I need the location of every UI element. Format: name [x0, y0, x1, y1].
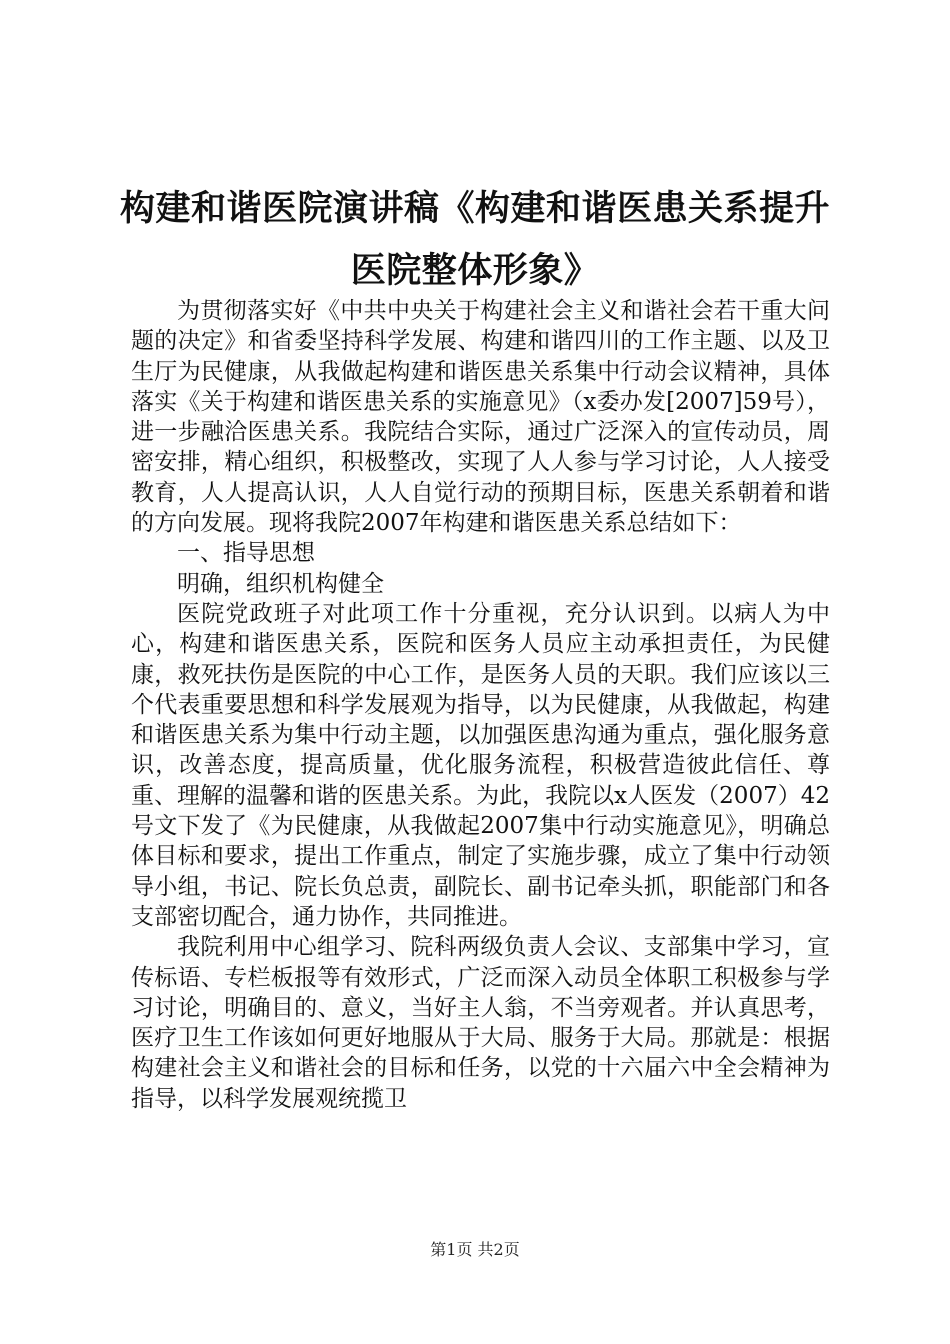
- title-line-2: 医院整体形象》: [350, 250, 600, 291]
- paragraph-intro: 为贯彻落实好《中共中央关于构建社会主义和谐社会若干重大问题的决定》和省委坚持科学发展、构建和谐四川的工作主题、以及卫生厅为民健康，从我做起构建和谐医患关系集中行动会议精神，具体落实《关于构建和谐医患关系的实施意见》（x委办发[2007]59号），进一步融洽医患关系。我院结合实际，通过广泛深入的宣传动员，周密安排，精心组织，积极整改，实现了人人参与学习讨论，人人接受教育，人人提高认识，人人自觉行动的预期目标，医患关系朝着和谐的方向发展。现将我院2007年构建和谐医患关系总结如下：: [131, 298, 830, 537]
- title-line-1: 构建和谐医院演讲稿《构建和谐医患关系提升: [120, 188, 831, 229]
- section-heading: 一、指导思想: [177, 540, 315, 567]
- subheading: 明确，组织机构健全: [177, 570, 384, 597]
- paragraph: 医院党政班子对此项工作十分重视，充分认识到。以病人为中心，构建和谐医患关系，医院和医务人员应主动承担责任，为民健康，救死扶伤是医院的中心工作，是医务人员的天职。我们应该以三个代表重要思想和科学发展观为指导，以为民健康，从我做起，构建和谐医患关系为集中行动主题，以加强医患沟通为重点，强化服务意识，改善态度，提高质量，优化服务流程，积极营造彼此信任、尊重、理解的温馨和谐的医患关系。为此，我院以x人医发（2007）42号文下发了《为民健康，从我做起2007集中行动实施意见》，明确总体目标和要求，提出工作重点，制定了实施步骤，成立了集中行动领导小组，书记、院长负总责，副院长、副书记牵头抓，职能部门和各支部密切配合，通力协作，共同推进。: [131, 600, 830, 930]
- paragraph: 我院利用中心组学习、院科两级负责人会议、支部集中学习，宣传标语、专栏板报等有效形式，广泛而深入动员全体职工积极参与学习讨论，明确目的、意义，当好主人翁，不当旁观者。并认真思考，医疗卫生工作该如何更好地服从于大局、服务于大局。那就是：根据构建社会主义和谐社会的目标和任务，以党的十六届六中全会精神为指导，以科学发展观统揽卫: [131, 934, 830, 1112]
- document-body: [131, 296, 830, 1114]
- page-footer: 第1页 共2页: [430, 1240, 520, 1259]
- document-title: [120, 178, 830, 302]
